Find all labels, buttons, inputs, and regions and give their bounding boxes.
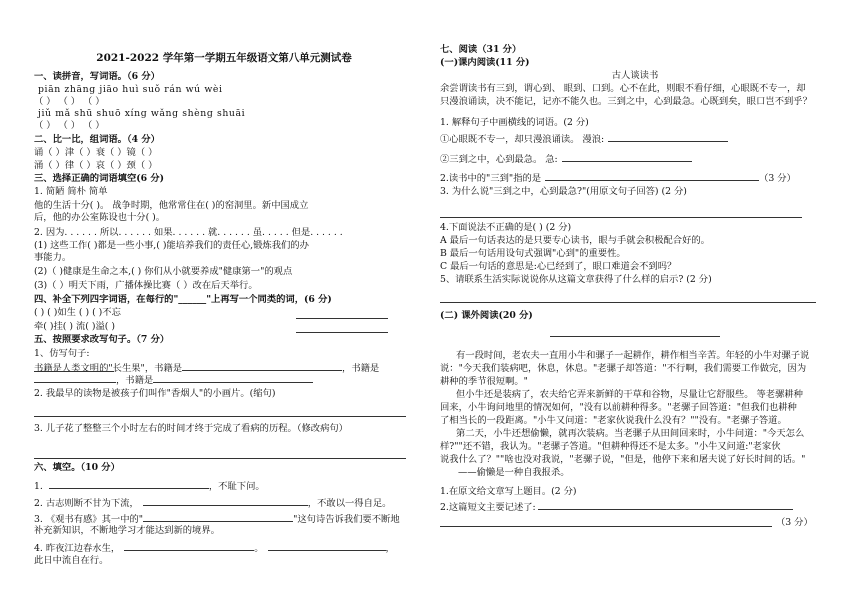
- reading-q2-blank[interactable]: [545, 171, 759, 181]
- idiom-blank-1[interactable]: [296, 318, 388, 319]
- rewrite-q3: 3. 儿子花了整整三个小时左右的时间才终于完成了看病的历程。（修改病句）: [34, 423, 348, 434]
- extra-q2-score: （3 分）: [776, 517, 813, 528]
- reading-q4: 4.下面说法不正确的是( ) (2 分): [440, 222, 572, 233]
- compare-row-2[interactable]: 涌（ ）律（ ）哀（ ）颈（ ）: [34, 160, 158, 171]
- fill-q4: [34, 541, 395, 555]
- reading-q5: 5、请联系生活实际说说你从这篇文章获得了什么样的启示? (2 分): [440, 274, 712, 285]
- rewrite-q1-blank-2[interactable]: [34, 371, 114, 372]
- rewrite-q1-text-b: ，书籍是: [342, 363, 380, 374]
- reading-q2: [440, 171, 796, 185]
- reading-q1a-blank[interactable]: [608, 132, 728, 142]
- fill-q2-text: 2. 古志则断不甘为下流，: [34, 498, 139, 509]
- reading-q3: 3. 为什么说"三到之中，心到最急?"(用原文句子回答) (2 分): [440, 186, 687, 197]
- story-line-8: 样?""还不错，我认为。"老骡子答道。"但耕种得还不是太多。"小牛又问道:"老家伙: [440, 441, 781, 452]
- extra-q2-text: 2.这篇短文主要记述了:: [440, 502, 536, 513]
- answer-brackets-row-2[interactable]: （ ） （ ） （ ）: [34, 120, 105, 131]
- fill-q4-end: ，: [385, 543, 395, 554]
- fill-q4-blank-2[interactable]: [268, 541, 386, 551]
- section-7-heading: 七、阅读（31 分）: [440, 44, 522, 55]
- reading-q2-score: （3 分）: [759, 173, 796, 184]
- reading-q5-answer-line[interactable]: [440, 302, 816, 303]
- reading-q1b-text: ②三到之中，心到最急。 急:: [440, 154, 558, 165]
- rewrite-q1-line-b: [34, 373, 313, 387]
- fill-q1-text: ，不耻下问。: [208, 481, 265, 492]
- reading-q1a-text: ①心眼既不专一，却只漫浪诵读。 漫浪:: [440, 134, 605, 145]
- answer-brackets-row-1[interactable]: （ ） （ ） （ ）: [34, 96, 105, 107]
- passage-line-2: 只漫浪诵读，决不能记，记亦不能久也。三到之中，心到最急。心既到矣，眼口岂不到乎？: [440, 96, 812, 107]
- fill-q3: [34, 512, 400, 526]
- fill-q2: [34, 496, 391, 510]
- conjunction-choices: 2. 因为. . . . . . 所以. . . . . . 如果. . . . . . 就. . . . . . 虽. . . . . 但是. . . . . .: [34, 227, 343, 238]
- extra-q1: 1.在原文给文章写上题目。(2 分): [440, 486, 577, 497]
- story-line-7: 第二天，小牛还想偷懒，就再次装病。当老骡子从田间回来时，小牛问道："今天怎么: [456, 428, 805, 439]
- passage-title: 古人谈读书: [611, 70, 659, 81]
- pinyin-row-2: jiǔ mǎ shū shuō xíng wǎng shèng shuāi: [38, 108, 246, 119]
- idiom-row-1[interactable]: ( ) ( )如生 ( ) ( )不忘: [34, 307, 121, 318]
- rewrite-q1-blank-3[interactable]: [34, 373, 116, 383]
- fill-q2-blank[interactable]: [143, 496, 308, 506]
- fill-q4-blank-1[interactable]: [124, 541, 254, 551]
- rewrite-q1-text-a: 书籍是人类文明的"长生果"，书籍是: [34, 363, 183, 374]
- rewrite-q1-blank-4[interactable]: [153, 373, 313, 383]
- extra-q2: [440, 500, 793, 514]
- fill-q1-blank[interactable]: [49, 479, 209, 489]
- word-choices: 1. 简陋 简朴 简单: [34, 186, 108, 197]
- idiom-row-2[interactable]: 牵( )挂( ) 流( )溢( ): [34, 321, 115, 332]
- reading-q4-option-c: C 最后一句话的意思是:心已经到了，眼口难道会不到吗？: [440, 261, 677, 272]
- fill-line-3[interactable]: (1) 这些工作( )都是一些小事,( )能培养我们的责任心,锻炼我们的办: [34, 240, 309, 251]
- reading-q1: 1. 解释句子中画横线的词语。(2 分): [440, 117, 589, 128]
- story-line-3: 耕种的季节很短啊。": [440, 376, 528, 387]
- reading-q3-answer-line[interactable]: [440, 217, 802, 218]
- reading-q2-text: 2.读书中的"三到"指的是: [440, 173, 542, 184]
- in-class-reading-heading: (一)课内阅读(11 分): [440, 57, 530, 68]
- extra-reading-title-blank[interactable]: [550, 336, 720, 337]
- extra-reading-heading: (二) 课外阅读(20 分): [440, 310, 533, 321]
- exam-title: 2021-2022 学年第一学期五年级语文第八单元测试卷: [96, 52, 352, 64]
- extra-q2-blank[interactable]: [538, 500, 793, 510]
- section-1-heading: 一、读拼音，写词语。（6 分）: [34, 71, 160, 82]
- section-2-heading: 二、比一比，组词语。（4 分）: [34, 134, 160, 145]
- compare-row-1[interactable]: 诵（ ）津（ ）衰（ ）镜（ ）: [34, 147, 158, 158]
- fill-line-1[interactable]: 他的生活十分( )。 战争时期，他常常住在( )的窑洞里。新中国成立: [34, 200, 309, 211]
- story-line-9: 说我什么了？""啥也没对我说，"老骡子说，"但是，他停下来和屠夫说了好长时间的话。": [440, 454, 806, 465]
- fill-q4-text: 4. 昨夜江边春水生，: [34, 543, 121, 554]
- passage-line-1: 余尝谓读书有三到，谓心到、 眼到、口到。心不在此，则眼不看仔细，心眼既不专一，却: [440, 83, 806, 94]
- story-line-2: 说："今天我们装病吧，休息，休息。"老骡子却答道："不行啊，我们需要工作做完，因为: [440, 363, 807, 374]
- rewrite-q1: 1、仿写句子:: [34, 348, 90, 359]
- fill-q4-cont: 此日中流自在行。: [34, 555, 109, 566]
- fill-line-5[interactable]: (2)（ )健康是生命之本,( ) 你们从小就要养成"健康第一"的观点: [34, 266, 293, 277]
- section-5-heading: 五、按照要求改写句子。（7 分）: [34, 334, 170, 345]
- fill-q4-mid: 。: [254, 543, 264, 554]
- section-4-heading: 四、补全下列四字词语，在每行的"______"上再写一个同类的词，(6 分): [34, 294, 332, 305]
- fill-q3-text: 3. 《观书有感》其一中的": [34, 514, 144, 525]
- reading-q1b: [440, 152, 692, 166]
- section-6-heading: 六、填空。（10 分）: [34, 462, 120, 473]
- rewrite-q3-answer-line[interactable]: [34, 458, 406, 459]
- fill-line-6[interactable]: (3)（ ）明天下雨，广播体操比赛（ ）改在后天举行。: [34, 280, 258, 291]
- fill-q1: [34, 479, 265, 493]
- rewrite-q1-text-c: ，书籍是: [116, 375, 154, 386]
- story-line-4: 但小牛还是装病了，农夫给它弄来新鲜的干草和谷物，尽量让它舒服些。 等老骡耕种: [456, 389, 803, 400]
- fill-line-4: 事能力。: [34, 252, 72, 263]
- rewrite-q2-answer-line[interactable]: [34, 416, 406, 417]
- fill-q3-end: "这句诗告诉我们要不断地: [293, 514, 400, 525]
- story-line-1: 有一段时间，老农夫一直用小牛和骡子一起耕作，耕作相当辛苦。年轻的小牛对骡子说: [456, 350, 810, 361]
- pinyin-row-1: piān zhāng jiāo huì suǒ rán wú wèi: [38, 84, 223, 95]
- reading-q1a: [440, 132, 728, 146]
- reading-q1b-blank[interactable]: [562, 152, 692, 162]
- story-line-5: 回来，小牛询问地里的情况如何，"没有以前耕种得多。"老骡子回答道："但我们也耕种: [440, 402, 797, 413]
- left-column: [34, 0, 414, 600]
- fill-line-2[interactable]: 后，他的办公室陈设也十分( )。: [34, 212, 166, 223]
- fill-q1-num: 1.: [34, 481, 43, 492]
- rewrite-q2: 2. 我最早的读物是被孩子们叫作"香烟人"的小画片。(缩句): [34, 388, 276, 399]
- right-column: [440, 0, 830, 600]
- section-3-heading: 三、选择正确的词语填空(6 分): [34, 173, 165, 184]
- rewrite-q1-blank-1[interactable]: [182, 361, 342, 371]
- fill-q2-end: ，不敢以一得自足。: [307, 498, 392, 509]
- fill-q3-blank[interactable]: [143, 512, 293, 522]
- idiom-blank-2[interactable]: [296, 332, 388, 333]
- fill-q3-cont: 补充新知识，不断地学习才能达到新的境界。: [34, 525, 220, 536]
- story-line-10: ——偷懒是一种自我报杀。: [458, 467, 570, 478]
- reading-q4-option-a: A 最后一句话表达的是只要专心读书，眼与手就会积极配合好的。: [440, 235, 710, 246]
- story-line-6: 了相当长的一段距离。"小牛又问道："老家伙说我什么没有？""没有。"老骡子答道。: [440, 415, 787, 426]
- reading-q4-option-b: B 最后一句话用设句式强调"心到"的重要性。: [440, 248, 626, 259]
- extra-q2-answer-line[interactable]: [440, 526, 772, 527]
